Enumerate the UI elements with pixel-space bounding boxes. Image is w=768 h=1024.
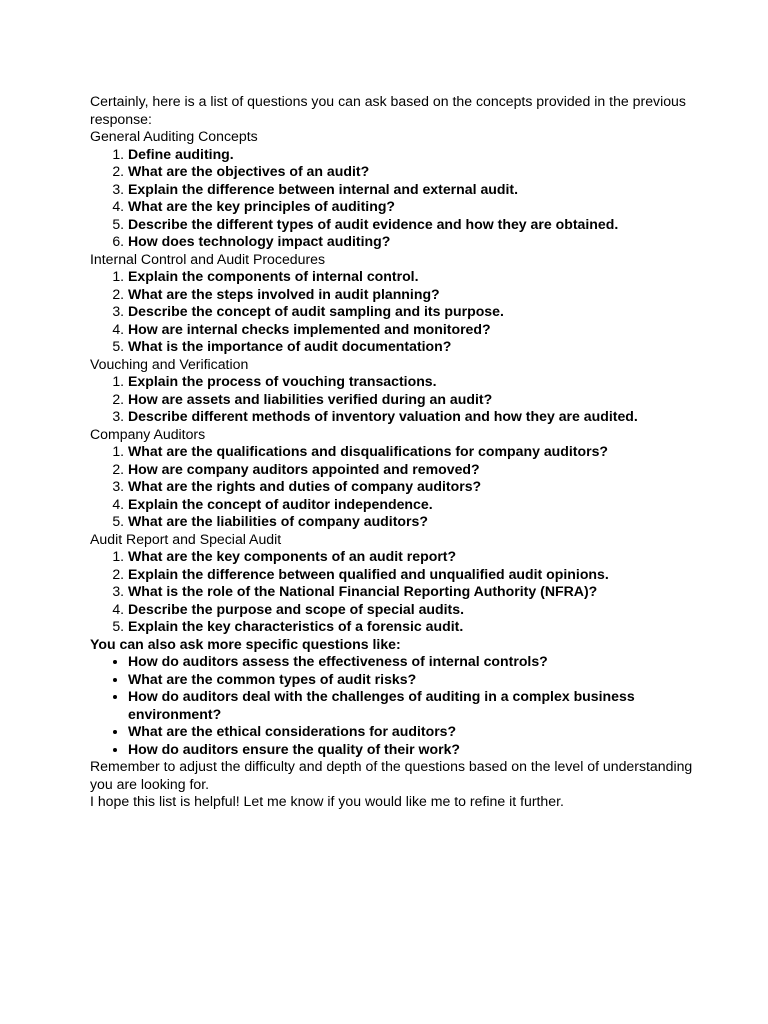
list-item: • How do auditors assess the effectiveness of internal controls? bbox=[128, 653, 698, 671]
list-item: • What are the common types of audit risks? bbox=[128, 671, 698, 689]
list-item: 1. Explain the components of internal control. bbox=[128, 268, 698, 286]
section-heading: General Auditing Concepts bbox=[90, 128, 258, 144]
section-heading: Audit Report and Special Audit bbox=[90, 530, 282, 547]
specific-questions-heading: You can also ask more specific questions like: bbox=[90, 635, 401, 652]
list-item: 3. Describe different methods of inventory valuation and how they are audited. bbox=[128, 408, 698, 426]
list-item: 6. How does technology impact auditing? bbox=[128, 233, 698, 251]
list-item: 5. What are the liabilities of company auditors? bbox=[128, 513, 698, 531]
list-item: • How do auditors ensure the quality of their work? bbox=[128, 741, 698, 759]
list-item: 1. Explain the process of vouching transactions. bbox=[128, 373, 698, 391]
list-item: 1. What are the key components of an audit report? bbox=[128, 548, 698, 566]
closing-paragraph: Remember to adjust the difficulty and depth of the questions based on the level of understanding you are looking for. bbox=[90, 758, 693, 792]
list-item: 2. How are company auditors appointed and removed? bbox=[128, 461, 698, 479]
numbered-list bbox=[90, 443, 698, 531]
list-item: 2. Explain the difference between qualified and unqualified audit opinions. bbox=[128, 566, 698, 584]
section-heading: Internal Control and Audit Procedures bbox=[90, 250, 326, 267]
list-item: 2. What are the objectives of an audit? bbox=[128, 163, 698, 181]
list-item: • What are the ethical considerations for auditors? bbox=[128, 723, 698, 741]
list-item: 4. What are the key principles of auditing? bbox=[128, 198, 698, 216]
numbered-list bbox=[90, 146, 698, 251]
list-item: 3. What are the rights and duties of company auditors? bbox=[128, 478, 698, 496]
list-item: 5. Describe the different types of audit evidence and how they are obtained. bbox=[128, 216, 698, 234]
list-item: 1. Define auditing. bbox=[128, 146, 698, 164]
closing-paragraph: I hope this list is helpful! Let me know if you would like me to refine it further. bbox=[90, 793, 564, 809]
section-heading: Company Auditors bbox=[90, 425, 206, 442]
list-item: 5. Explain the key characteristics of a forensic audit. bbox=[128, 618, 698, 636]
section-heading: Vouching and Verification bbox=[90, 355, 249, 372]
numbered-list bbox=[90, 548, 698, 636]
list-item: 2. How are assets and liabilities verified during an audit? bbox=[128, 391, 698, 409]
bulleted-list bbox=[90, 653, 698, 758]
list-item: 3. What is the role of the National Financial Reporting Authority (NFRA)? bbox=[128, 583, 698, 601]
list-item: 4. How are internal checks implemented and monitored? bbox=[128, 321, 698, 339]
list-item: 1. What are the qualifications and disqualifications for company auditors? bbox=[128, 443, 698, 461]
intro-paragraph: Certainly, here is a list of questions you can ask based on the concepts provided in the previous response: bbox=[90, 93, 686, 127]
list-item: 5. What is the importance of audit documentation? bbox=[128, 338, 698, 356]
list-item: • How do auditors deal with the challenges of auditing in a complex business environment? bbox=[128, 688, 698, 723]
numbered-list bbox=[90, 373, 698, 426]
list-item: 2. What are the steps involved in audit planning? bbox=[128, 286, 698, 304]
list-item: 3. Describe the concept of audit sampling and its purpose. bbox=[128, 303, 698, 321]
list-item: 4. Describe the purpose and scope of special audits. bbox=[128, 601, 698, 619]
list-item: 3. Explain the difference between internal and external audit. bbox=[128, 181, 698, 199]
numbered-list bbox=[90, 268, 698, 356]
list-item: 4. Explain the concept of auditor independence. bbox=[128, 496, 698, 514]
